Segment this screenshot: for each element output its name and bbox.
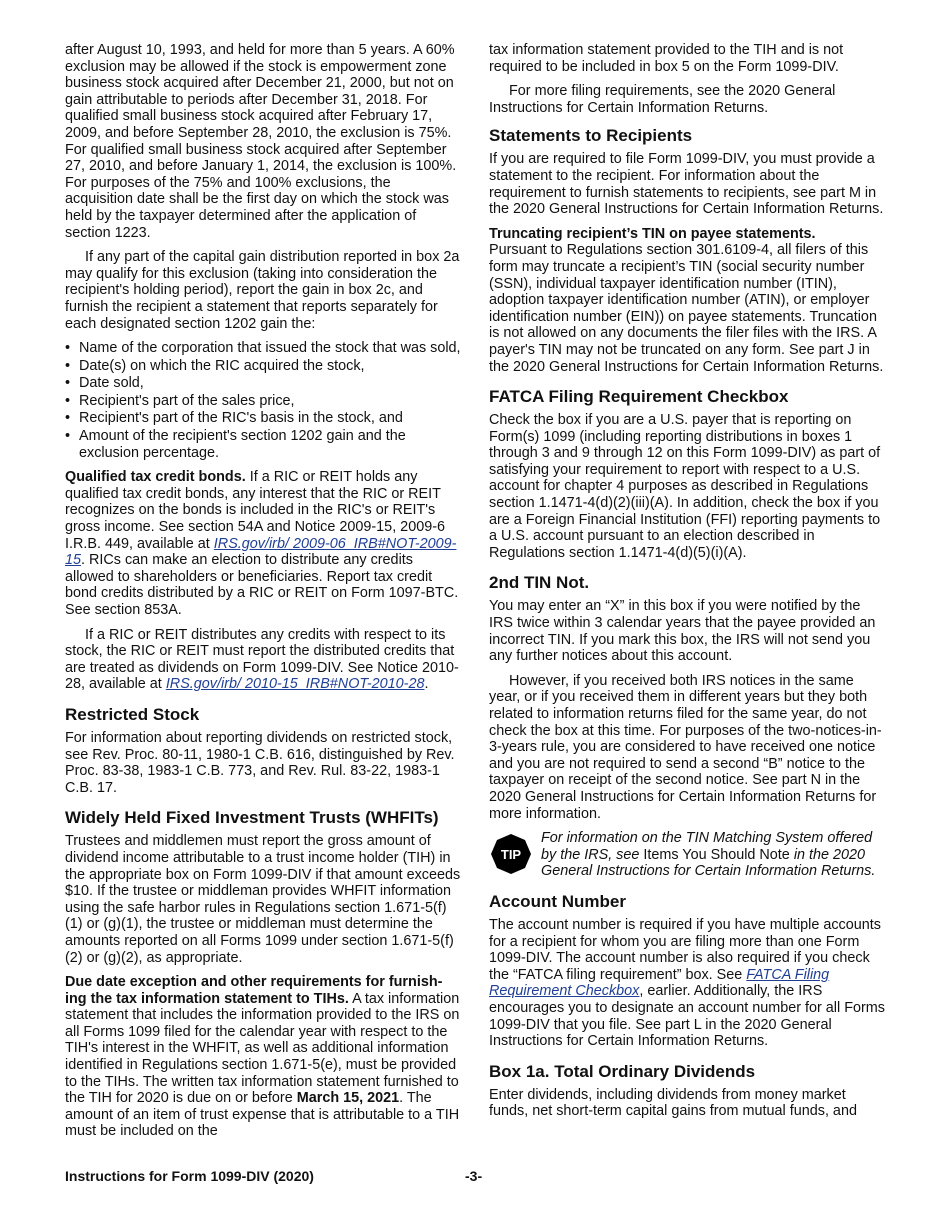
run-in-heading: Qualified tax credit bonds. [65,469,246,486]
credits-paragraph [65,627,462,693]
run-in-heading: Due date exception and other requirements for furnish-ing the tax information statement to TIHs. [65,974,443,1007]
section-heading: 2nd TIN Not. [489,573,590,593]
paragraph: If any part of the capital gain distribution reported in box 2a may qualify for this exclusion (taking into consideration the recipient's holding period), report the gain in box 2c, and furnish the recipient a statement that reports separately for each designated section 1202 gain the: [65,249,460,332]
paragraph: Trustees and middlemen must report the gross amount of dividend income attributable to a trust income holder (TIH) in the appropriate box on Form 1099-DIV if that amount exceeds $10. If the trustee or middleman provides WHFIT information using the safe harbor rules in Regulations section 1.671-5(f)(1) or (g)(1), the trustee or middleman must determine the amounts reported on all Forms 1099 under section 1.671-5(f)(2) or (g)(2), as appropriate. [65,833,461,966]
text: If a RIC or REIT holds any qualified tax credit bonds, any interest that the RIC or REIT recognizes on the bonds is included in the RIC's or REIT's gross income. See section 54A and Notice 2009-15, 2009-6 I.R.B. 449, available at [65,469,445,552]
paragraph: For information about reporting dividends on restricted stock, see Rev. Proc. 80-11, 1980-1 C.B. 616, distinguished by Rev. Proc. 83-38, 1983-1 C.B. 773, and Rev. Rul. 83-22, 1983-1 C.B. 17. [65,729,455,796]
footer-title: Instructions for Form 1099-DIV (2020) [65,1168,314,1184]
bullet-icon: • [65,392,71,409]
section-heading: Restricted Stock [65,704,200,724]
qualified-tax-credit-bonds-paragraph [65,469,462,618]
fatca-checkbox-link[interactable]: FATCA Filing Requirement Checkbox [489,966,830,1000]
text: Pursuant to Regulations section 301.6109-4, all filers of this form may truncate a recipient’s TIN (social security number (SSN), individual taxpayer identification number (ITIN), adoption taxpayer identification number (ATIN), or employer identification number (EIN)) on payee statements. Truncation is not allowed on any documents the filer files with the IRS. A payer's TIN may not be truncated on any form. See part J in the 2020 General Instructions for Certain Information Returns. [489,242,884,375]
tip-callout [489,830,886,880]
section-heading: Box 1a. Total Ordinary Dividends [489,1061,756,1081]
paragraph: However, if you received both IRS notices in the same year, or if you received them in different years but they both related to information returns filed for the same year, do not check the box at this time. For purposes of the two-notices-in-3-years rule, you are considered to have received one notice and you are not required to send a second “B” notice to the taxpayer on receipt of the second notice. See part N in the 2020 General Instructions for Certain Information Returns for more information. [489,672,882,822]
paragraph: Check the box if you are a U.S. payer that is reporting on Form(s) 1099 (including reporting distributions in boxes 1 through 3 and 9 through 12 on this Form 1099-DIV) as part of satisfying your requirement to report with respect to a U.S. account for chapter 4 purposes as described in Regulations section 1.1471-4(d)(2)(iii)(A). In addition, check the box if you are a Foreign Financial Institution (FFI) reporting payments to a U.S. account pursuant to an election described in Regulations section 1.1471-4(d)(5)(i)(A). [489,412,881,561]
bullet-icon: • [65,428,71,445]
list-item: • Name of the corporation that issued the stock that was sold, [65,340,461,357]
irb-link-2010-28[interactable]: IRS.gov/irb/ 2010-15_IRB#NOT-2010-28 [165,676,425,693]
list-item: • Amount of the recipient's section 1202 gain and the exclusion percentage. [65,428,406,461]
text: . The amount of an item of trust expense that is attributable to a TIH must be included on the [65,1090,460,1140]
list-item: • Date(s) on which the RIC acquired the stock, [65,357,365,374]
text: A tax information statement that includes the information provided to the IRS on all Forms 1099 filed for the calendar year with respect to the TIH's interest in the WHFIT, as well as additional information identified in Regulations section 1.671-5(e), must be provided to the TIHs. The written tax information statement furnished to the TIH for 2020 is due on or before [65,990,460,1107]
tip-text: For information on the TIN Matching System offered by the IRS, see Items You Should Note in the 2020 General Instructions for Certain Information Returns. [541,830,876,880]
bullet-icon: • [65,375,71,392]
account-number-paragraph [489,917,886,1050]
section-heading: FATCA Filing Requirement Checkbox [489,387,789,407]
bullet-list [65,340,462,461]
paragraph: tax information statement provided to the TIH and is not required to be included in box 5 on the Form 1099-DIV. [489,42,844,75]
run-in-heading: Truncating recipient’s TIN on payee statements. [489,225,816,242]
paragraph: For more filing requirements, see the 2020 General Instructions for Certain Information Returns. [489,83,836,116]
right-column [489,42,886,1128]
list-item: • Recipient's part of the sales price, [65,392,295,409]
list-item: • Date sold, [65,375,144,392]
text: , earlier. Additionally, the IRS encourages you to designate an account number for all Forms 1099-DIV that you file. See part L in the 2020 General Instructions for Certain Information Returns. [489,983,885,1050]
list-item: • Recipient's part of the RIC's basis in the stock, and [65,410,403,427]
tip-icon [489,832,533,876]
due-date: March 15, 2021 [296,1090,400,1107]
text: If a RIC or REIT distributes any credits with respect to its stock, the RIC or REIT must report the distributed credits that are treated as dividends on Form 1099-DIV. See Notice 2010-28, available at [65,626,459,693]
truncating-paragraph [489,226,886,375]
bullet-icon: • [65,410,71,427]
text: . [424,676,429,693]
irb-link-2009-15[interactable]: IRS.gov/irb/ 2009-06_IRB#NOT-2009-15 [65,535,457,569]
text: . RICs can make an election to distribute any credits allowed to shareholders or beneficiaries. Report tax credit bond credits distributed by a RIC or REIT on Form 1097-BTC. See section 853A. [65,552,459,618]
section-heading: Statements to Recipients [489,126,693,146]
section-heading: Account Number [489,891,626,911]
left-column [65,42,462,1148]
paragraph: Enter dividends, including dividends from money market funds, net short-term capital gains from mutual funds, and [489,1086,857,1120]
bullet-icon: • [65,357,71,374]
paragraph: If you are required to file Form 1099-DIV, you must provide a statement to the recipient. For information about the requirement to furnish statements to recipients, see part M in the 2020 General Instructions for Certain Information Returns. [489,151,884,218]
paragraph: after August 10, 1993, and held for more than 5 years. A 60% exclusion may be allowed if the stock is empowerment zone business stock acquired after December 21, 2000, but not on gain attributable to periods after December 31, 2018. For qualified small business stock acquired after February 17, 2009, and before September 28, 2010, the exclusion is 75%. For qualified small business stock acquired after September 27, 2010, and before January 1, 2014, the exclusion is 100%. For purposes of the 75% and 100% exclusions, the acquisition date shall be the first day on which the stock was held by the taxpayer determined after the application of section 1223. [65,42,457,241]
bullet-icon: • [65,340,71,357]
due-date-paragraph [65,974,462,1140]
page-number: -3- [465,1168,483,1184]
section-heading: Widely Held Fixed Investment Trusts (WHFITs) [65,808,439,828]
text: The account number is required if you have multiple accounts for a recipient for whom you are filing more than one Form 1099-DIV. The account number is also required if you check the “FATCA filing requirement” box. See [489,916,881,983]
tip-label: TIP [500,847,522,863]
paragraph: You may enter an “X” in this box if you were notified by the IRS twice within 3 calendar years that the payee provided an incorrect TIN. If you mark this box, the IRS will not send you any further notices about this account. [489,598,876,665]
